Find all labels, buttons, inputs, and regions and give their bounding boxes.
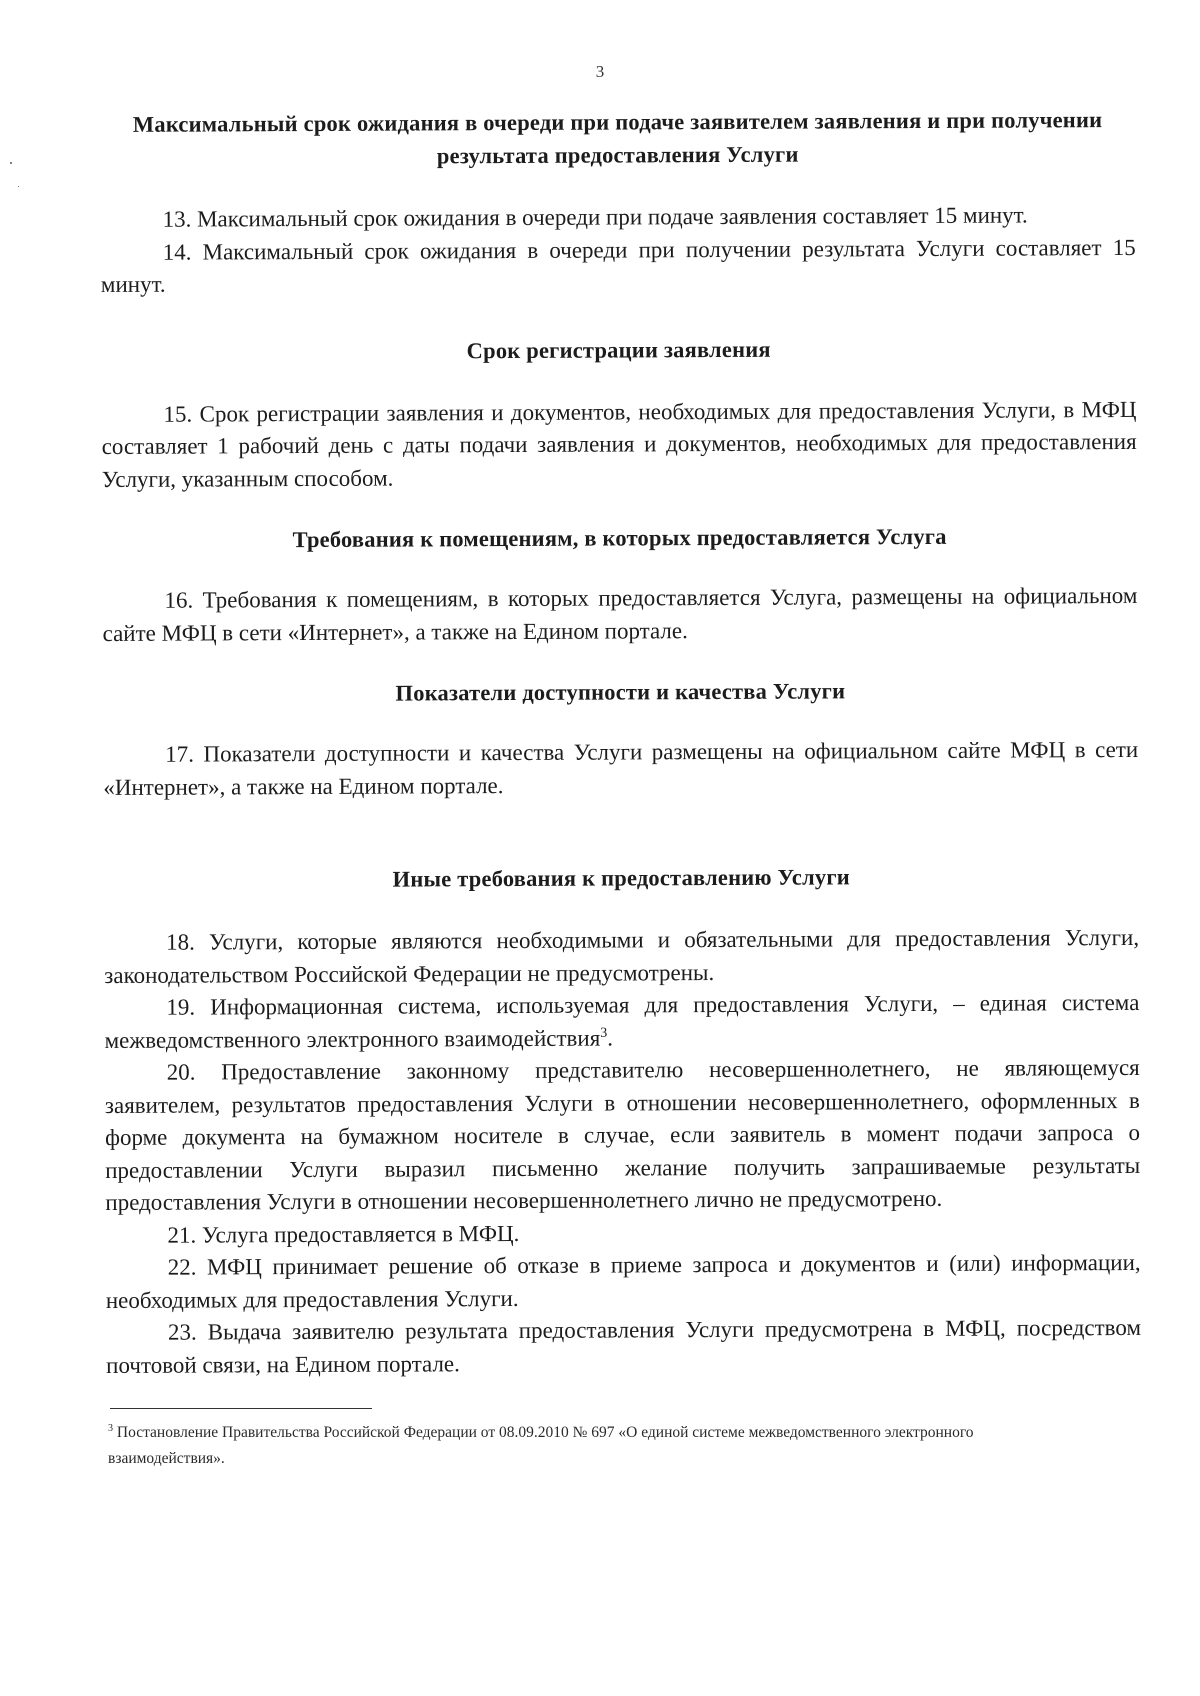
paragraph-19 [104, 987, 1139, 1057]
section-heading-premises: Требования к помещениям, в которых предоставляется Услуга [292, 523, 947, 553]
section-heading-other-requirements: Иные требования к предоставлению Услуги [392, 864, 850, 892]
footnote-reference: 3 [600, 1025, 608, 1041]
section-heading-quality: Показатели доступности и качества Услуги [395, 678, 846, 706]
paragraph-18: 18. Услуги, которые являются необходимыми и обязательными для предоставления Услуги, законодательством Российской Федерации не предусмотрены. [104, 924, 1140, 988]
paragraph-19-end: . [607, 1025, 614, 1051]
paragraph-15: 15. Срок регистрации заявления и документов, необходимых для предоставления Услуги, в МФЦ составляет 1 рабочий день с даты подачи заявления и документов, необходимых для предоставления Услуги, указанным способом. [101, 396, 1137, 492]
section-heading-waiting-time: Максимальный срок ожидания в очереди при подаче заявителем заявления и при получении результата предоставления Услуги [132, 107, 1103, 169]
paragraph-21: 21. Услуга предоставляется в МФЦ. [167, 1220, 520, 1248]
scan-speck [18, 186, 19, 187]
paragraph-14: 14. Максимальный срок ожидания в очереди при получении результата Услуги составляет 15 минут. [100, 234, 1136, 297]
paragraph-20: 20. Предоставление законному представителю несовершеннолетнего, не являющемуся заявителем, результатов предоставления Услуги в отношении несовершеннолетнего, оформленных в форме документа на бумажном носителе в случае, если заявитель в момент подачи запроса о предоставлении Услуги выразил письменно желание получить запрашиваемые результаты предоставления Услуги в отношении несовершеннолетнего лично не предусмотрено. [104, 1054, 1141, 1215]
paragraph-17: 17. Показатели доступности и качества Услуги размещены на официальном сайте МФЦ в сети «Интернет», а также на Едином портале. [103, 736, 1139, 800]
section-heading-registration: Срок регистрации заявления [466, 336, 771, 363]
paragraph-16: 16. Требования к помещениям, в которых предоставляется Услуга, размещены на официальном сайте МФЦ в сети «Интернет», а также на Едином портале. [102, 582, 1138, 646]
page-number: 3 [595, 62, 605, 81]
document-body [100, 103, 1141, 1382]
paragraph-13: 13. Максимальный срок ожидания в очереди при подаче заявления составляет 15 минут. [162, 202, 1028, 232]
scan-speck [10, 162, 12, 164]
footnote-separator [110, 1408, 372, 1409]
footnote-text: Постановление Правительства Российской Федерации от 08.09.2010 № 697 «О единой системе межведомственного электронного взаимодействия». [108, 1424, 974, 1467]
paragraph-22: 22. МФЦ принимает решение об отказе в приеме запроса и документов и (или) информации, необходимых для предоставления Услуги. [105, 1249, 1141, 1313]
footnote [108, 1420, 1058, 1472]
paragraph-19-text: 19. Информационная система, используемая для предоставления Услуги, – единая система межведомственного электронного взаимодействия [104, 989, 1140, 1053]
paragraph-23: 23. Выдача заявителю результата предоставления Услуги предусмотрена в МФЦ, посредством почтовой связи, на Едином портале. [106, 1314, 1142, 1378]
footnote-marker: 3 [108, 1422, 113, 1434]
